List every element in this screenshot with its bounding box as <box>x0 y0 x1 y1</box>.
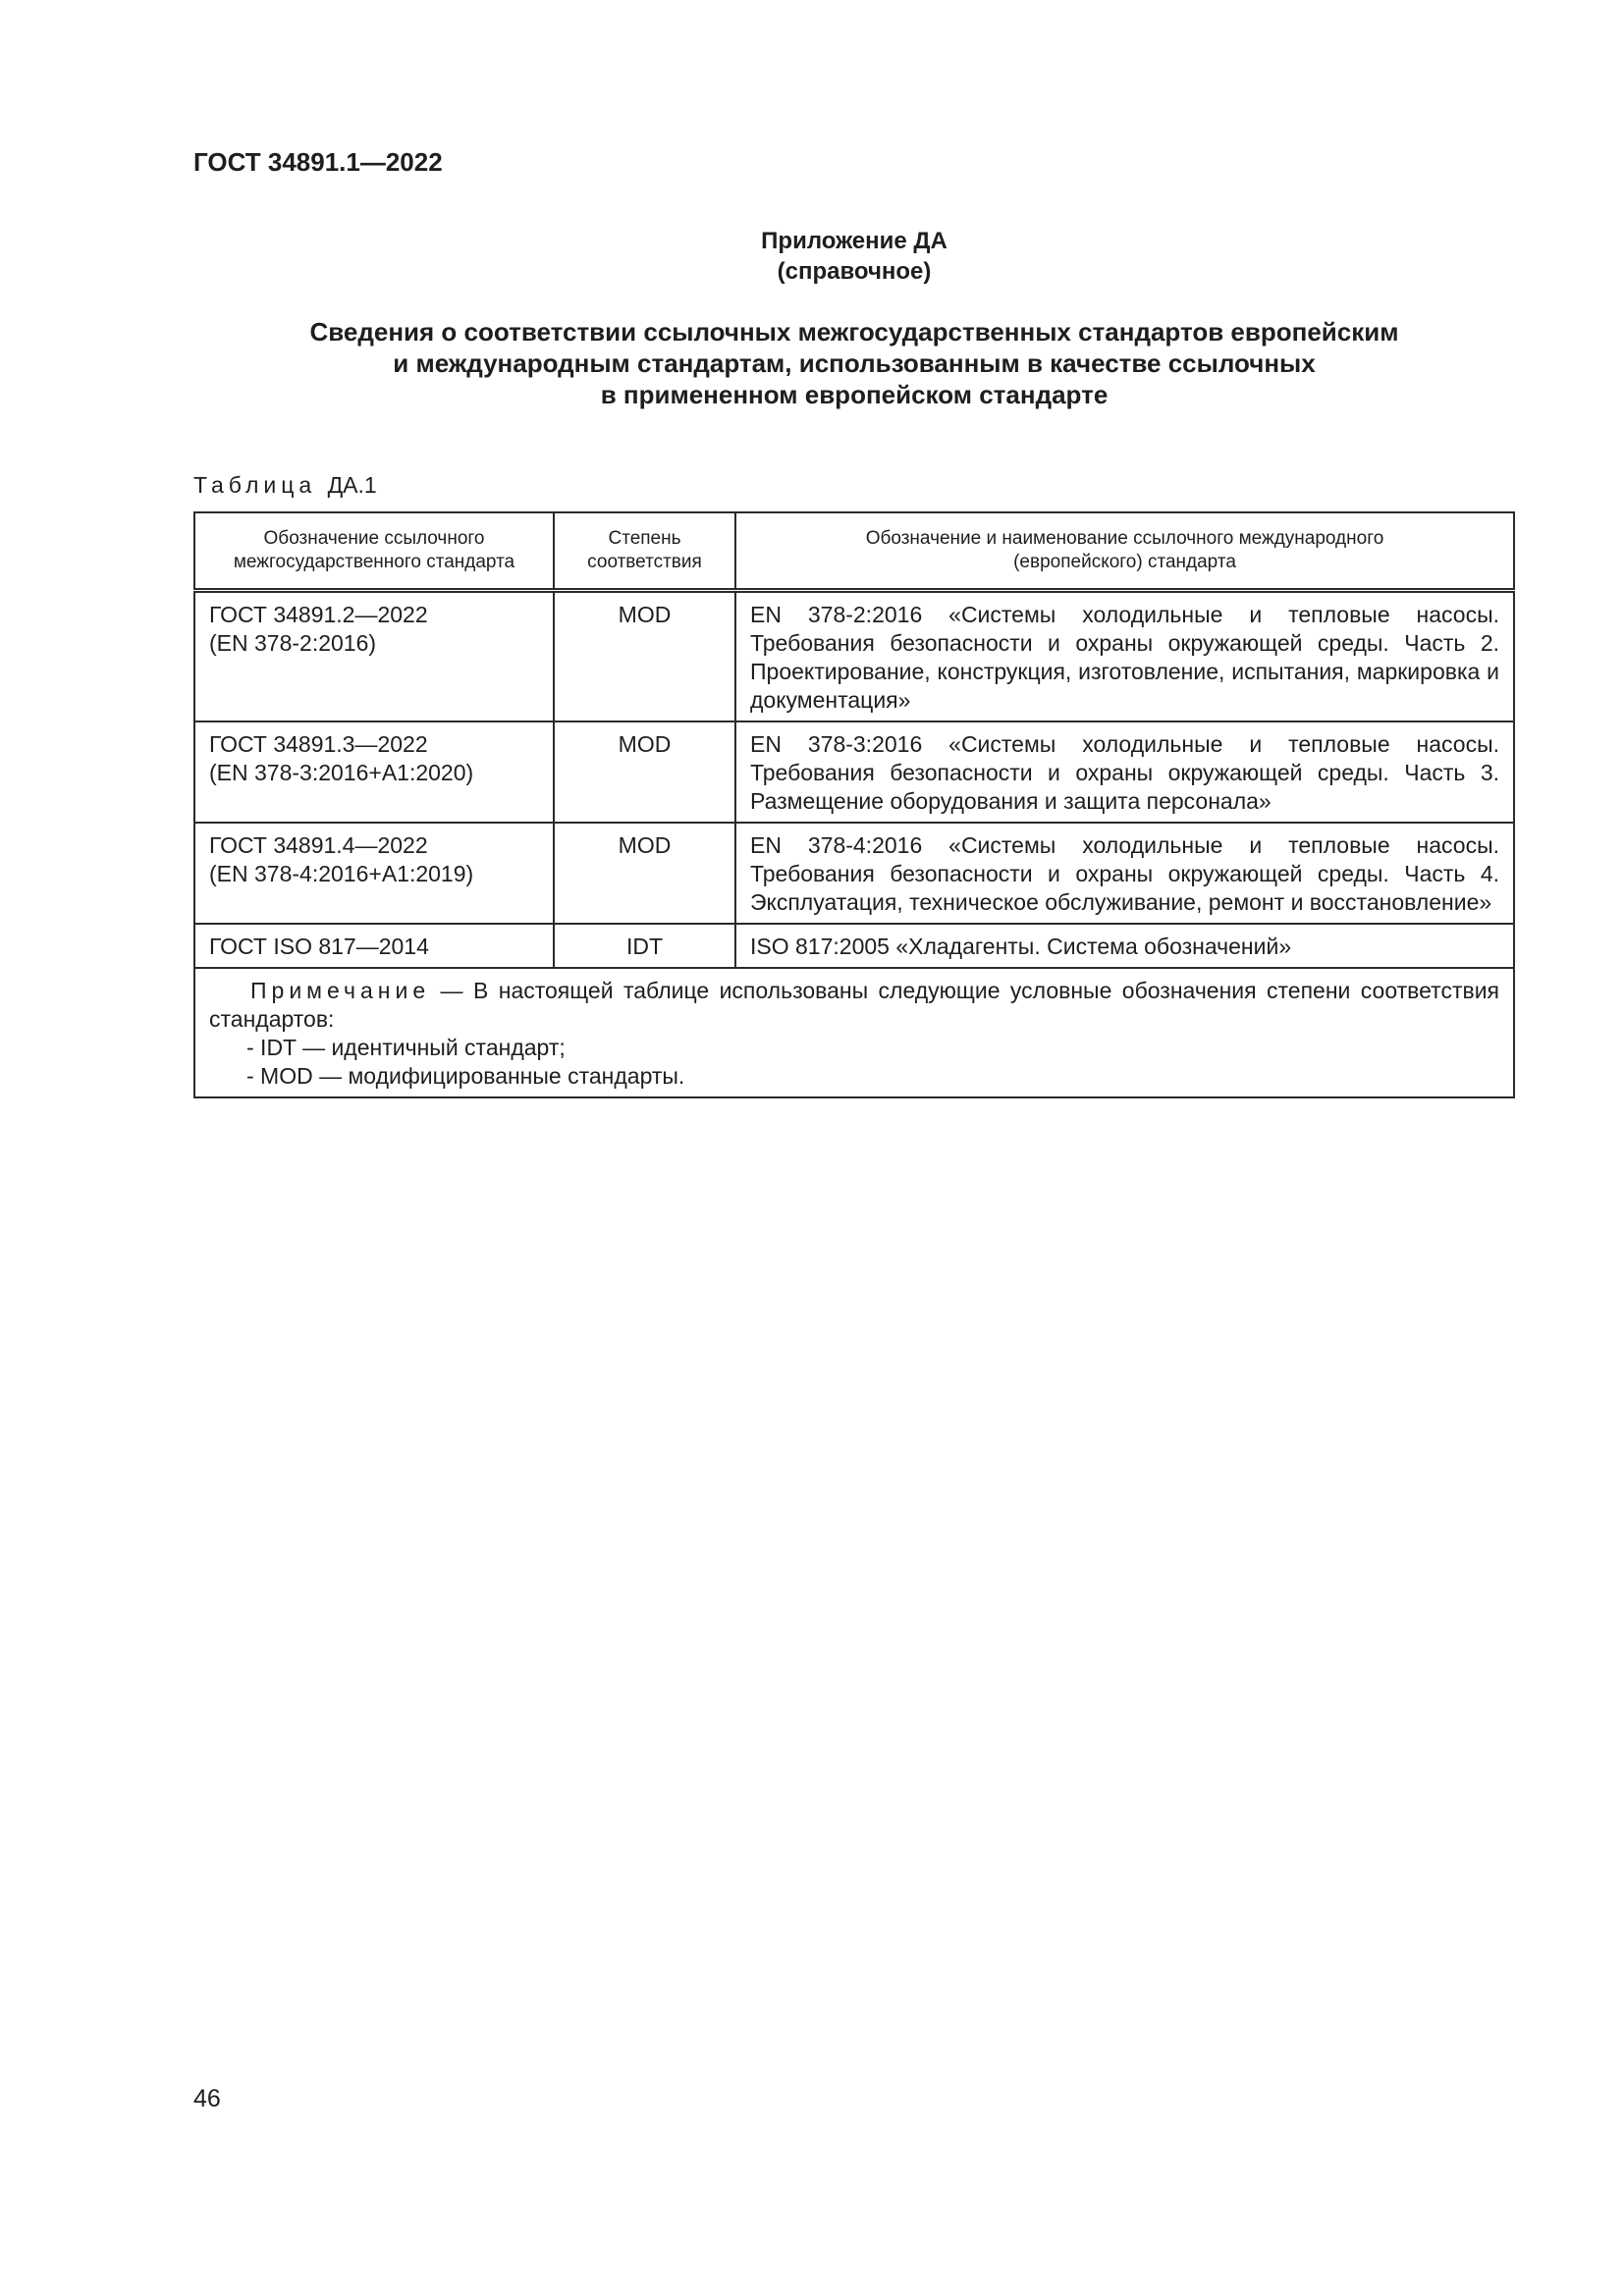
cell-degree: IDT <box>554 924 735 968</box>
cell-gost: ГОСТ 34891.3—2022 (EN 378-3:2016+A1:2020) <box>194 721 554 823</box>
cell-degree: MOD <box>554 591 735 722</box>
appendix-title: Приложение ДА <box>761 228 947 254</box>
header-international-standard: Обозначение и наименование ссылочного международного (европейского) стандарта <box>735 512 1514 591</box>
table-caption-number: ДА.1 <box>327 472 377 498</box>
table-note-row <box>194 968 1514 1097</box>
section-title-line-1: Сведения о соответствии ссылочных межгосударственных стандартов европейским <box>309 317 1399 347</box>
table-note <box>194 968 1514 1097</box>
table-caption <box>193 472 377 499</box>
cell-reference: EN 378-2:2016 «Системы холодильные и тепловые насосы. Требования безопасности и охраны окружающей среды. Часть 2. Проектирование, конструкция, изготовление, испытания, маркировка и документация» <box>735 591 1514 722</box>
section-title-line-3: в примененном европейском стандарте <box>600 380 1109 409</box>
note-item-mod: - MOD — модифицированные стандарты. <box>246 1063 685 1089</box>
note-item-idt: - IDT — идентичный стандарт; <box>246 1035 566 1060</box>
cell-reference: EN 378-4:2016 «Системы холодильные и тепловые насосы. Требования безопасности и охраны окружающей среды. Часть 4. Эксплуатация, техническое обслуживание, ремонт и восстановление» <box>735 823 1514 924</box>
cell-degree: MOD <box>554 823 735 924</box>
reference-standards-table <box>193 511 1515 1098</box>
table-header-row <box>194 512 1514 591</box>
note-label: Примечание <box>250 978 431 1003</box>
table-caption-prefix: Таблица <box>193 472 317 498</box>
table-row <box>194 721 1514 823</box>
cell-gost: ГОСТ 34891.2—2022 (EN 378-2:2016) <box>194 591 554 722</box>
header-interstate-standard: Обозначение ссылочного межгосударственного стандарта <box>194 512 554 591</box>
cell-reference: EN 378-3:2016 «Системы холодильные и тепловые насосы. Требования безопасности и охраны окружающей среды. Часть 3. Размещение оборудования и защита персонала» <box>735 721 1514 823</box>
note-text: Примечание — В настоящей таблице использованы следующие условные обозначения степени соответствия стандартов: <box>209 978 1499 1032</box>
appendix-heading <box>0 226 1624 287</box>
section-title-line-2: и международным стандартам, использованным в качестве ссылочных <box>393 348 1316 378</box>
document-header: ГОСТ 34891.1—2022 <box>193 147 443 177</box>
cell-gost: ГОСТ ISO 817—2014 <box>194 924 554 968</box>
cell-gost: ГОСТ 34891.4—2022 (EN 378-4:2016+A1:2019) <box>194 823 554 924</box>
table-row <box>194 591 1514 722</box>
header-degree: Степень соответствия <box>554 512 735 591</box>
appendix-type: (справочное) <box>777 258 932 285</box>
cell-degree: MOD <box>554 721 735 823</box>
page-number: 46 <box>193 2085 221 2112</box>
cell-reference: ISO 817:2005 «Хладагенты. Система обозначений» <box>735 924 1514 968</box>
table-row <box>194 823 1514 924</box>
table-row <box>194 924 1514 968</box>
section-title <box>193 316 1515 410</box>
